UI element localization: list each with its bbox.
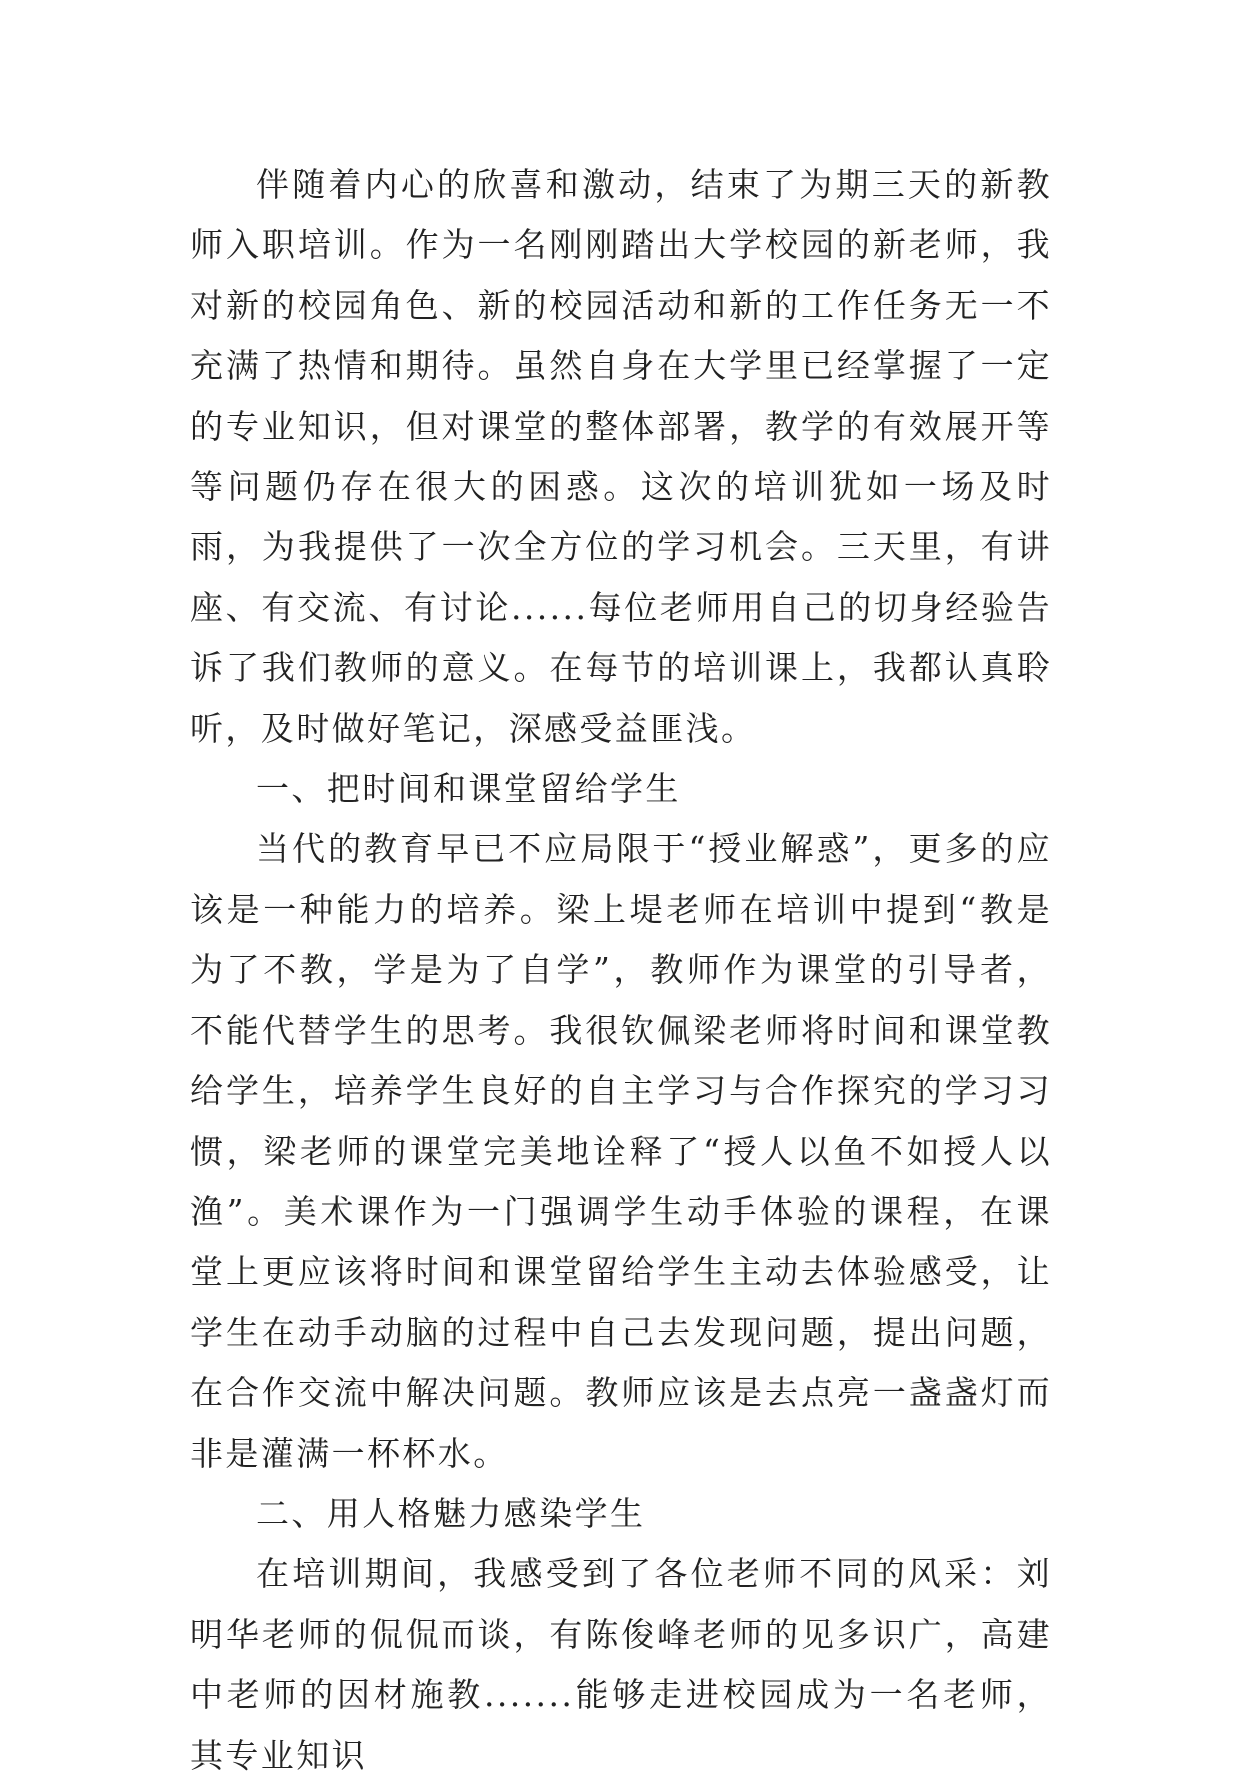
section-heading-1: 一、把时间和课堂留给学生 [256, 769, 681, 809]
document-body [190, 155, 1052, 1786]
section-1-paragraph: 当代的教育早已不应局限于“授业解惑”，更多的应该是一种能力的培养。梁上堤老师在培训中提到“教是为了不教，学是为了自学”，教师作为课堂的引导者，不能代替学生的思考。我很钦佩梁老师将时间和课堂教给学生，培养学生良好的自主学习与合作探究的学习习惯，梁老师的课堂完美地诠释了“授人以鱼不如授人以渔”。美术课作为一门强调学生动手体验的课程，在课堂上更应该将时间和课堂留给学生主动去体验感受，让学生在动手动脑的过程中自己去发现问题，提出问题，在合作交流中解决问题。教师应该是去点亮一盏盏灯而非是灌满一杯杯水。 [190, 829, 1052, 1473]
section-2-paragraph: 在培训期间，我感受到了各位老师不同的风采：刘明华老师的侃侃而谈，有陈俊峰老师的见多识广，高建中老师的因材施教.......能够走进校园成为一名老师，其专业知识 [190, 1554, 1052, 1775]
section-heading-2: 二、用人格魅力感染学生 [256, 1493, 646, 1533]
intro-paragraph: 伴随着内心的欣喜和激动，结束了为期三天的新教师入职培训。作为一名刚刚踏出大学校园的新老师，我对新的校园角色、新的校园活动和新的工作任务无一不充满了热情和期待。虽然自身在大学里已经掌握了一定的专业知识，但对课堂的整体部署，教学的有效展开等等问题仍存在很大的困惑。这次的培训犹如一场及时雨，为我提供了一次全方位的学习机会。三天里，有讲座、有交流、有讨论......每位老师用自己的切身经验告诉了我们教师的意义。在每节的培训课上，我都认真聆听，及时做好笔记，深感受益匪浅。 [190, 165, 1052, 748]
